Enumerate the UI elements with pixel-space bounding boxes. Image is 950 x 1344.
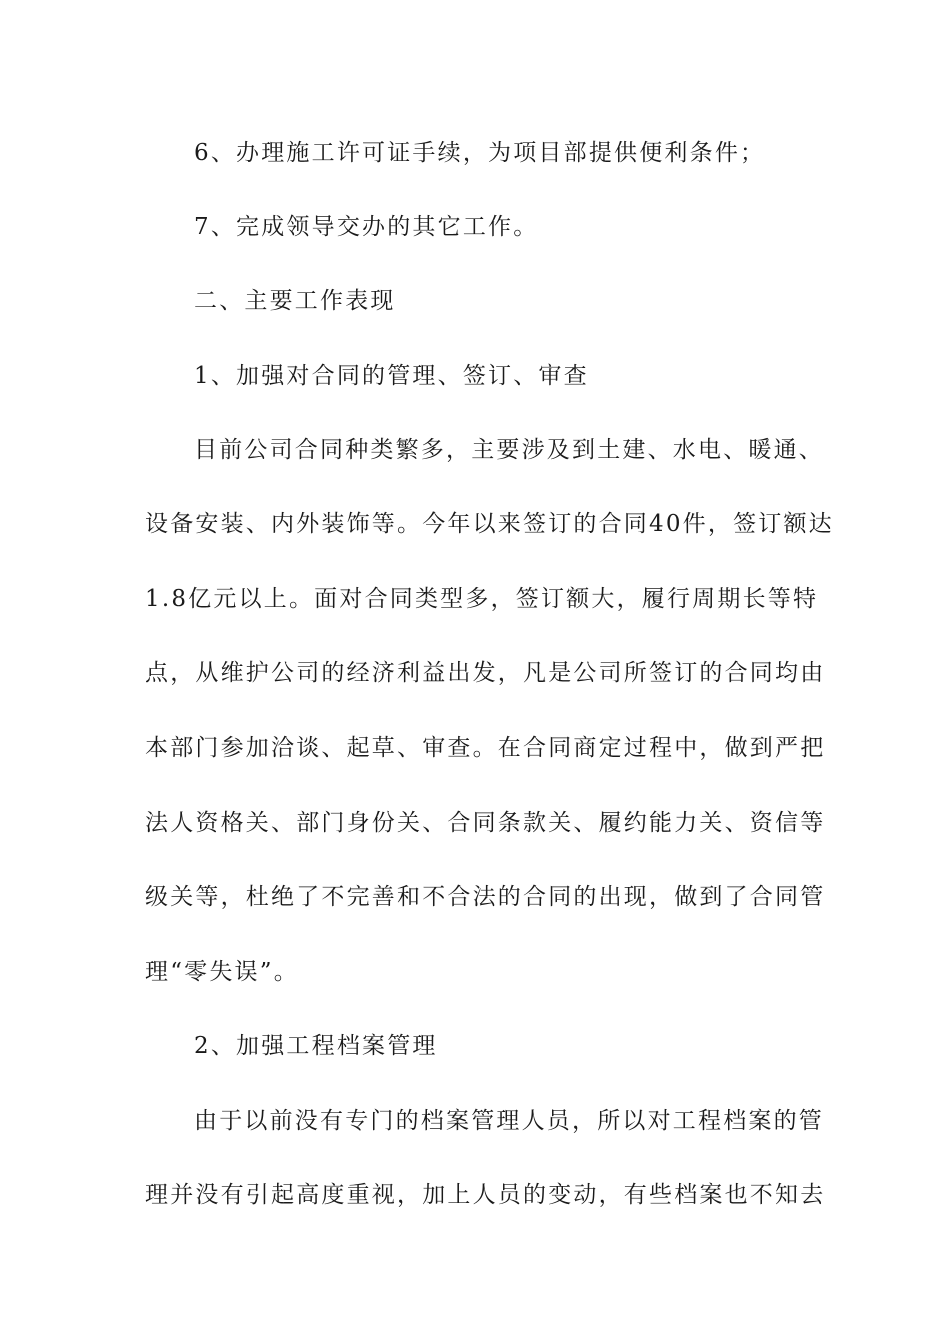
subsection-heading-2: 2、加强工程档案管理 — [194, 1033, 438, 1059]
paragraph-1-line-7: 级关等，杜绝了不完善和不合法的合同的出现，做到了合同管 — [145, 884, 826, 910]
paragraph-1-line-2: 设备安装、内外装饰等。今年以来签订的合同40件，签订额达 — [145, 511, 834, 537]
section-heading: 二、主要工作表现 — [194, 288, 396, 314]
list-item-7: 7、完成领导交办的其它工作。 — [194, 214, 539, 240]
paragraph-2-line-2: 理并没有引起高度重视，加上人员的变动，有些档案也不知去 — [145, 1182, 826, 1208]
list-item-6: 6、办理施工许可证手续，为项目部提供便利条件； — [194, 140, 766, 166]
paragraph-2-line-1: 由于以前没有专门的档案管理人员，所以对工程档案的管 — [194, 1108, 824, 1134]
paragraph-1-line-1: 目前公司合同种类繁多，主要涉及到土建、水电、暖通、 — [194, 437, 824, 463]
subsection-heading-1: 1、加强对合同的管理、签订、审查 — [194, 363, 589, 389]
paragraph-1-line-3: 1.8亿元以上。面对合同类型多，签订额大，履行周期长等特 — [145, 586, 819, 612]
paragraph-1-line-5: 本部门参加洽谈、起草、审查。在合同商定过程中，做到严把 — [145, 735, 826, 761]
paragraph-1-line-8: 理“零失误”。 — [145, 959, 299, 985]
paragraph-1-line-6: 法人资格关、部门身份关、合同条款关、履约能力关、资信等 — [145, 810, 826, 836]
paragraph-1-line-4: 点，从维护公司的经济利益出发，凡是公司所签订的合同均由 — [145, 660, 826, 686]
